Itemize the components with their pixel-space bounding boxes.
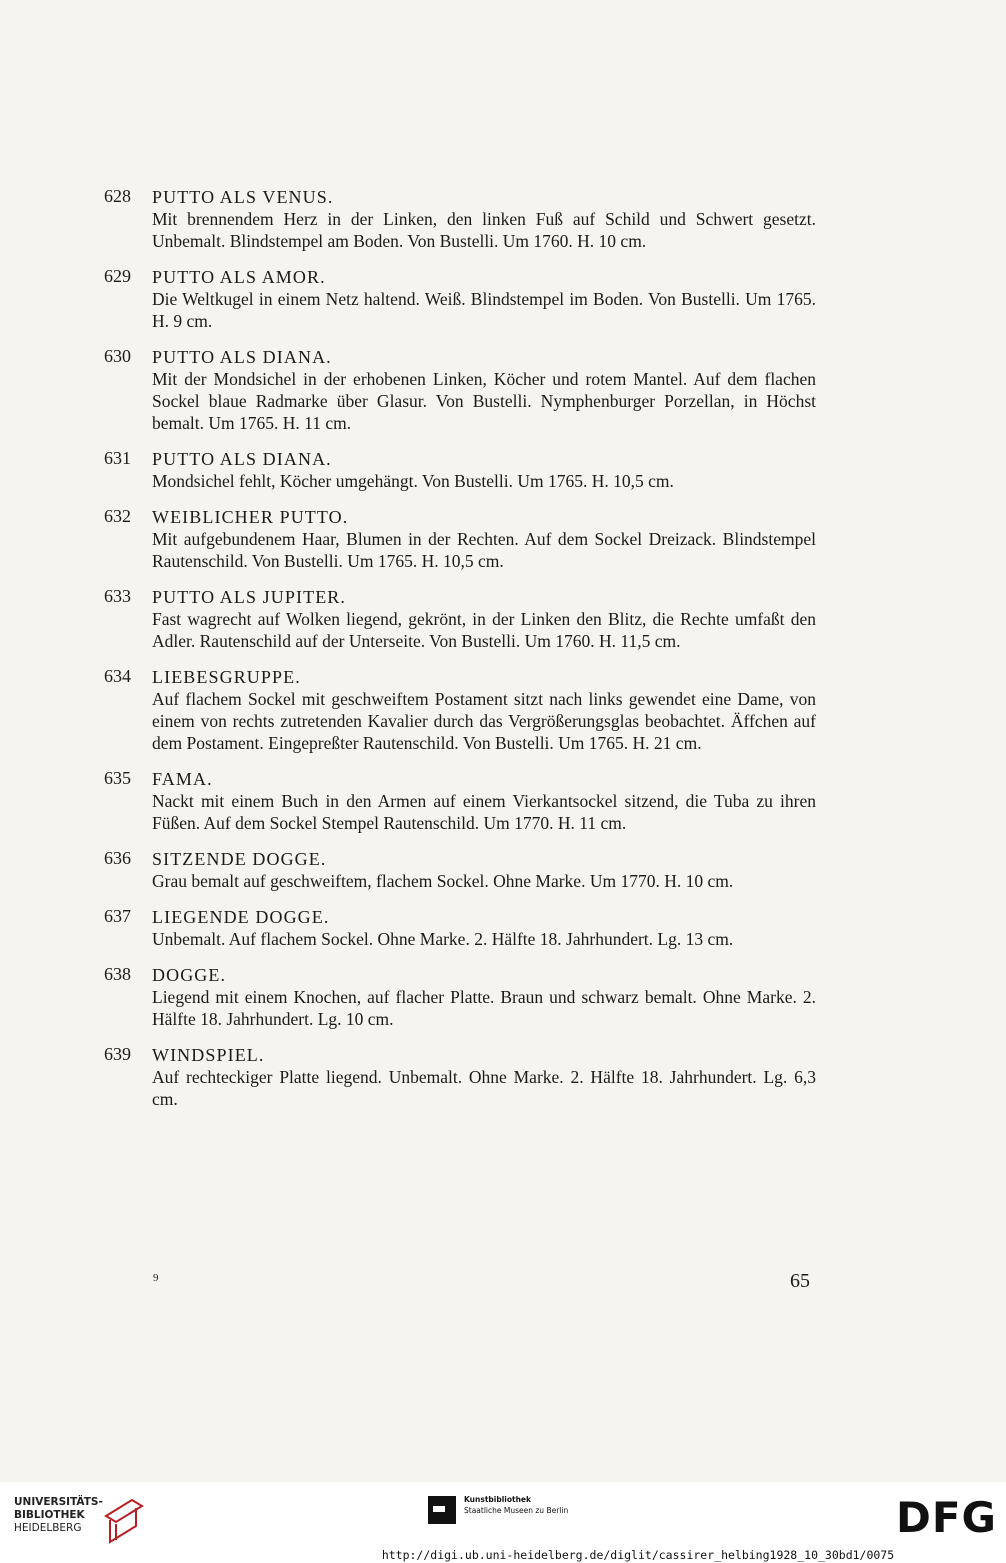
entry-title: PUTTO ALS JUPITER. <box>152 587 346 607</box>
entry-title: WEIBLICHER PUTTO. <box>152 507 349 527</box>
entry-number: 632 <box>104 506 131 526</box>
catalog-entry <box>104 906 816 950</box>
entry-title: SITZENDE DOGGE. <box>152 849 327 869</box>
entry-number: 635 <box>104 768 131 788</box>
entry-title: LIEGENDE DOGGE. <box>152 907 330 927</box>
entry-title: DOGGE. <box>152 965 227 985</box>
kunstbibliothek-emblem-icon <box>428 1496 456 1524</box>
entry-title: PUTTO ALS VENUS. <box>152 187 334 207</box>
entry-number: 633 <box>104 586 131 606</box>
kunstbibliothek-text <box>464 1494 568 1516</box>
source-url <box>0 1548 1006 1562</box>
entry-title: PUTTO ALS DIANA. <box>152 347 332 367</box>
entry-title: FAMA. <box>152 769 213 789</box>
entry-number: 628 <box>104 186 131 206</box>
university-library-name <box>14 1496 104 1535</box>
entry-description: Nackt mit einem Buch in den Armen auf einem Vierkantsockel sitzend, die Tuba zu ihren Füßen. Auf dem Sockel Stempel Rautenschild. Um 1770. H. 11 cm. <box>152 791 816 833</box>
entry-title: LIEBESGRUPPE. <box>152 667 301 687</box>
kunstbibliothek-logo[interactable] <box>428 1494 608 1534</box>
entry-description: Fast wagrecht auf Wolken liegend, gekrönt, in der Linken den Blitz, die Rechte umfaßt den Adler. Rautenschild auf der Unterseite. Von Bustelli. Um 1760. H. 11,5 cm. <box>152 609 816 651</box>
entry-title: PUTTO ALS AMOR. <box>152 267 326 287</box>
catalog-entry <box>104 964 816 1030</box>
entry-description: Grau bemalt auf geschweiftem, flachem Sockel. Ohne Marke. Um 1770. H. 10 cm. <box>152 871 734 891</box>
catalog-entry <box>104 346 816 434</box>
catalog-entry <box>104 506 816 572</box>
dfg-logo[interactable]: DFG <box>896 1493 998 1542</box>
entry-title: PUTTO ALS DIANA. <box>152 449 332 469</box>
entry-description: Mit brennendem Herz in der Linken, den linken Fuß auf Schild und Schwert gesetzt. Unbemalt. Blindstempel am Boden. Von Bustelli. Um 1760. H. 10 cm. <box>152 209 816 251</box>
catalog-entry <box>104 586 816 652</box>
catalog-entries <box>104 186 816 1124</box>
catalog-entry <box>104 1044 816 1110</box>
catalog-entry <box>104 448 816 492</box>
page-number: 65 <box>790 1270 810 1292</box>
catalog-entry <box>104 266 816 332</box>
entry-description: Liegend mit einem Knochen, auf flacher Platte. Braun und schwarz bemalt. Ohne Marke. 2. Hälfte 18. Jahrhundert. Lg. 10 cm. <box>152 987 816 1029</box>
entry-number: 638 <box>104 964 131 984</box>
university-emblem-icon <box>102 1496 146 1546</box>
university-library-logo[interactable] <box>14 1496 144 1546</box>
entry-description: Die Weltkugel in einem Netz haltend. Weiß. Blindstempel im Boden. Von Bustelli. Um 1765. H. 9 cm. <box>152 289 816 331</box>
entry-description: Mit der Mondsichel in der erhobenen Linken, Köcher und rotem Mantel. Auf dem flachen Sockel blaue Radmarke über Glasur. Von Bustelli. Nymphenburger Porzellan, in Höchst bemalt. Um 1765. H. 11 cm. <box>152 369 816 433</box>
entry-description: Auf flachem Sockel mit geschweiftem Postament sitzt nach links gewendet eine Dame, von einem von rechts zutretenden Kavalier durch das Vergrößerungsglas beobachtet. Äffchen auf dem Postament. Eingepreßter Rautenschild. Von Bustelli. Um 1765. H. 21 cm. <box>152 689 816 753</box>
entry-number: 629 <box>104 266 131 286</box>
university-line-3: HEIDELBERG <box>14 1522 82 1534</box>
university-line-2: BIBLIOTHEK <box>14 1509 85 1521</box>
entry-description: Auf rechteckiger Platte liegend. Unbemalt. Ohne Marke. 2. Hälfte 18. Jahrhundert. Lg. 6,3 cm. <box>152 1067 816 1109</box>
entry-description: Mondsichel fehlt, Köcher umgehängt. Von Bustelli. Um 1765. H. 10,5 cm. <box>152 471 674 491</box>
entry-number: 637 <box>104 906 131 926</box>
catalog-entry <box>104 848 816 892</box>
kunstbibliothek-name: Kunstbibliothek <box>464 1495 532 1504</box>
kunstbibliothek-subtitle: Staatliche Museen zu Berlin <box>464 1506 569 1515</box>
entry-number: 639 <box>104 1044 131 1064</box>
entry-title: WINDSPIEL. <box>152 1045 265 1065</box>
source-url-link[interactable]: http://digi.ub.uni-heidelberg.de/diglit/cassirer_helbing1928_10_30bd1/0075 <box>381 1548 895 1562</box>
catalog-entry <box>104 768 816 834</box>
entry-description: Unbemalt. Auf flachem Sockel. Ohne Marke. 2. Hälfte 18. Jahrhundert. Lg. 13 cm. <box>152 929 734 949</box>
catalog-entry <box>104 666 816 754</box>
entry-number: 630 <box>104 346 131 366</box>
entry-number: 636 <box>104 848 131 868</box>
entry-description: Mit aufgebundenem Haar, Blumen in der Rechten. Auf dem Sockel Dreizack. Blindstempel Rautenschild. Von Bustelli. Um 1765. H. 10,5 cm. <box>152 529 816 571</box>
entry-number: 631 <box>104 448 131 468</box>
digitization-footer <box>0 1482 1006 1563</box>
signature-mark: 9 <box>153 1272 159 1284</box>
entry-number: 634 <box>104 666 131 686</box>
catalog-entry <box>104 186 816 252</box>
university-line-1: UNIVERSITÄTS- <box>14 1496 103 1508</box>
